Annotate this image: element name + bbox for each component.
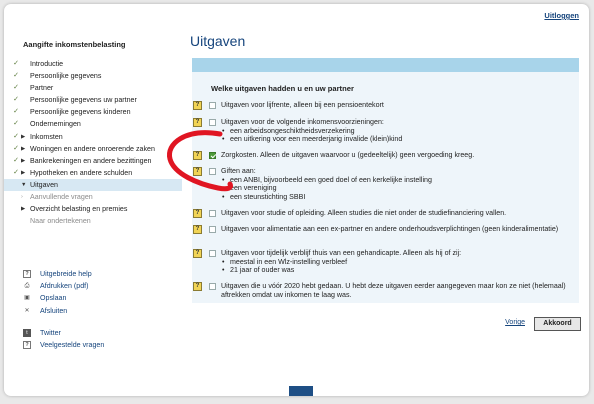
expand-arrow-icon: › <box>21 194 23 201</box>
tool-label: Afdrukken (pdf) <box>40 282 89 291</box>
sidebar-item-ondernemingen[interactable] <box>4 118 182 130</box>
sidebar-item-label: Aanvullende vragen <box>30 193 93 202</box>
checkmark-icon: ✓ <box>13 108 19 116</box>
sidebar-item-label: Naar ondertekenen <box>30 217 91 226</box>
sidebar-item-label: Inkomsten <box>30 132 63 141</box>
expand-arrow-icon: ▶ <box>21 157 26 164</box>
option-label: Uitgaven voor de volgende inkomensvoorzieningen: <box>221 118 384 126</box>
sidebar-item-bankrekeningen-en-andere-bezittingen[interactable] <box>4 155 182 167</box>
option-bullet: • meestal in een Wlz-instelling verbleef <box>221 258 566 267</box>
help-icon[interactable]: ? <box>193 167 202 176</box>
checkmark-icon: ✓ <box>13 120 19 128</box>
help-icon[interactable]: ? <box>193 225 202 234</box>
app-window <box>4 4 589 396</box>
checkmark-icon: ✓ <box>13 60 19 67</box>
option-label: Giften aan: <box>221 167 256 175</box>
option-bullet: • een uitkering voor een meerderjarig invalide (klein)kind <box>221 135 566 144</box>
option-text <box>221 225 566 234</box>
panel-header-band <box>192 58 579 72</box>
sidebar-item-aanvullende-vragen[interactable] <box>4 191 182 203</box>
sidebar-item-persoonlijke-gegevens-uw-partner[interactable] <box>4 94 182 106</box>
agree-button[interactable]: Akkoord <box>534 317 581 331</box>
faq-icon: ? <box>23 341 31 349</box>
sidebar-item-woningen-en-andere-onroerende-zaken[interactable] <box>4 143 182 155</box>
option-bullet-list <box>221 176 566 202</box>
option-bullet-list <box>221 127 566 144</box>
sidebar-item-label: Persoonlijke gegevens uw partner <box>30 96 137 105</box>
option-label: Uitgaven die u vóór 2020 hebt gedaan. U hebt deze uitgaven eerder aangegeven maar kon ze niet (helemaal) aftrekken omdat uw inkomen te laag was. <box>221 282 566 299</box>
tools-spacer <box>23 317 104 327</box>
sidebar-item-hypotheken-en-andere-schulden[interactable] <box>4 167 182 179</box>
sidebar-item-label: Bankrekeningen en andere bezittingen <box>30 156 152 165</box>
option-bullet: • een arbeidsongeschiktheidsverzekering <box>221 127 566 136</box>
sidebar-item-label: Uitgaven <box>30 180 58 189</box>
option-text <box>221 282 566 299</box>
help-icon[interactable]: ? <box>193 151 202 160</box>
option-bullet: • 21 jaar of ouder was <box>221 266 566 275</box>
tool-link-veelgestelde-vragen[interactable] <box>23 339 104 351</box>
option-text <box>221 151 566 160</box>
option-bullet: • een steunstichting SBBI <box>221 193 566 202</box>
sidebar-item-uitgaven[interactable] <box>4 179 182 191</box>
option-checkbox[interactable] <box>209 250 216 257</box>
tool-label: Opslaan <box>40 294 67 303</box>
checkmark-icon: ✓ <box>13 72 19 80</box>
sidebar-tools <box>23 268 104 351</box>
tool-label: Twitter <box>40 328 61 337</box>
sidebar-item-partner[interactable] <box>4 82 182 94</box>
expand-arrow-icon: ▶ <box>21 206 26 213</box>
page-title: Uitgaven <box>190 33 246 49</box>
help-icon[interactable]: ? <box>193 118 202 127</box>
checkmark-icon: ✓ <box>13 132 19 140</box>
help-icon[interactable]: ? <box>193 101 202 110</box>
checkmark-icon: ✓ <box>13 84 19 92</box>
sidebar-item-label: Introductie <box>30 60 64 68</box>
checkmark-icon: ✓ <box>13 96 19 104</box>
twitter-icon: t <box>23 329 31 337</box>
help-icon: ? <box>23 270 31 278</box>
checkmark-icon: ✓ <box>13 144 19 152</box>
option-text <box>221 167 566 201</box>
sidebar-item-label: Partner <box>30 84 54 93</box>
tool-label: Afsluiten <box>40 306 68 315</box>
tool-label: Uitgebreide help <box>40 270 92 278</box>
help-icon[interactable]: ? <box>193 249 202 258</box>
question-title: Welke uitgaven hadden u en uw partner <box>211 84 354 93</box>
option-checkbox[interactable] <box>209 210 216 217</box>
option-label: Zorgkosten. Alleen de uitgaven waarvoor u (gedeeltelijk) geen vergoeding kreeg. <box>221 151 475 159</box>
option-label: Uitgaven voor tijdelijk verblijf thuis van een gehandicapte. Alleen als hij of zij: <box>221 249 462 257</box>
sidebar-item-persoonlijke-gegevens[interactable] <box>4 70 182 82</box>
option-text <box>221 118 566 144</box>
tool-link-twitter[interactable] <box>23 327 104 339</box>
expand-arrow-icon: ▶ <box>21 133 26 140</box>
help-icon[interactable]: ? <box>193 209 202 218</box>
sidebar-item-label: Woningen en andere onroerende zaken <box>30 144 155 153</box>
sidebar-item-label: Overzicht belasting en premies <box>30 205 128 214</box>
option-text <box>221 101 566 110</box>
option-text <box>221 209 566 218</box>
sidebar-item-persoonlijke-gegevens-kinderen[interactable] <box>4 106 182 118</box>
checkmark-icon: ✓ <box>13 156 19 164</box>
tool-label: Veelgestelde vragen <box>40 340 105 349</box>
sidebar-title: Aangifte inkomstenbelasting <box>23 40 126 49</box>
sidebar-item-label: Persoonlijke gegevens <box>30 72 102 81</box>
sidebar-item-label: Persoonlijke gegevens kinderen <box>30 108 131 117</box>
expand-arrow-icon: ▼ <box>21 181 27 188</box>
checkmark-icon: ✓ <box>13 168 19 176</box>
option-checkbox[interactable] <box>209 283 216 290</box>
option-checkbox[interactable] <box>209 119 216 126</box>
tool-link-opslaan[interactable] <box>23 292 104 304</box>
option-label: Uitgaven voor lijfrente, alleen bij een pensioentekort <box>221 101 384 109</box>
save-icon: ▣ <box>24 295 30 302</box>
sidebar-item-overzicht-belasting-en-premies[interactable] <box>4 203 182 215</box>
expand-arrow-icon: ▶ <box>21 145 26 152</box>
question-panel <box>192 58 579 303</box>
option-text <box>221 249 566 275</box>
option-bullet: • een ANBI, bijvoorbeeld een goed doel of een kerkelijke instelling <box>221 176 566 185</box>
option-label: Uitgaven voor studie of opleiding. Alleen studies die niet onder de studiefinanciering vallen. <box>221 209 507 217</box>
option-checkbox[interactable] <box>209 226 216 233</box>
sidebar-nav <box>4 58 182 227</box>
sidebar-item-label: Hypotheken en andere schulden <box>30 168 133 177</box>
option-checkbox[interactable] <box>209 168 216 175</box>
footer-tab[interactable] <box>289 386 313 396</box>
sidebar <box>4 4 182 396</box>
previous-link[interactable]: Vorige <box>505 319 525 326</box>
expand-arrow-icon: ▶ <box>21 169 26 176</box>
tool-link-uitgebreide-help[interactable] <box>23 268 104 280</box>
option-bullet-list <box>221 258 566 275</box>
sidebar-item-inkomsten[interactable] <box>4 131 182 143</box>
sidebar-item-label: Ondernemingen <box>30 120 81 129</box>
sidebar-item-introductie[interactable] <box>4 58 182 70</box>
sidebar-item-naar-ondertekenen[interactable] <box>4 215 182 227</box>
tool-link-afdrukken-pdf[interactable] <box>23 280 104 292</box>
printer-icon: ⎙ <box>24 283 30 290</box>
logout-link[interactable]: Uitloggen <box>544 11 579 20</box>
help-icon[interactable]: ? <box>193 282 202 291</box>
option-label: Uitgaven voor alimentatie aan een ex-partner en andere onderhoudsverplichtingen (geen kinderalimentatie) <box>221 225 559 233</box>
option-checkbox[interactable] <box>209 152 216 159</box>
option-bullet: • een vereniging <box>221 184 566 193</box>
close-icon: ✕ <box>24 307 30 314</box>
tool-link-afsluiten[interactable] <box>23 305 104 317</box>
main-content <box>190 4 589 396</box>
option-checkbox[interactable] <box>209 102 216 109</box>
